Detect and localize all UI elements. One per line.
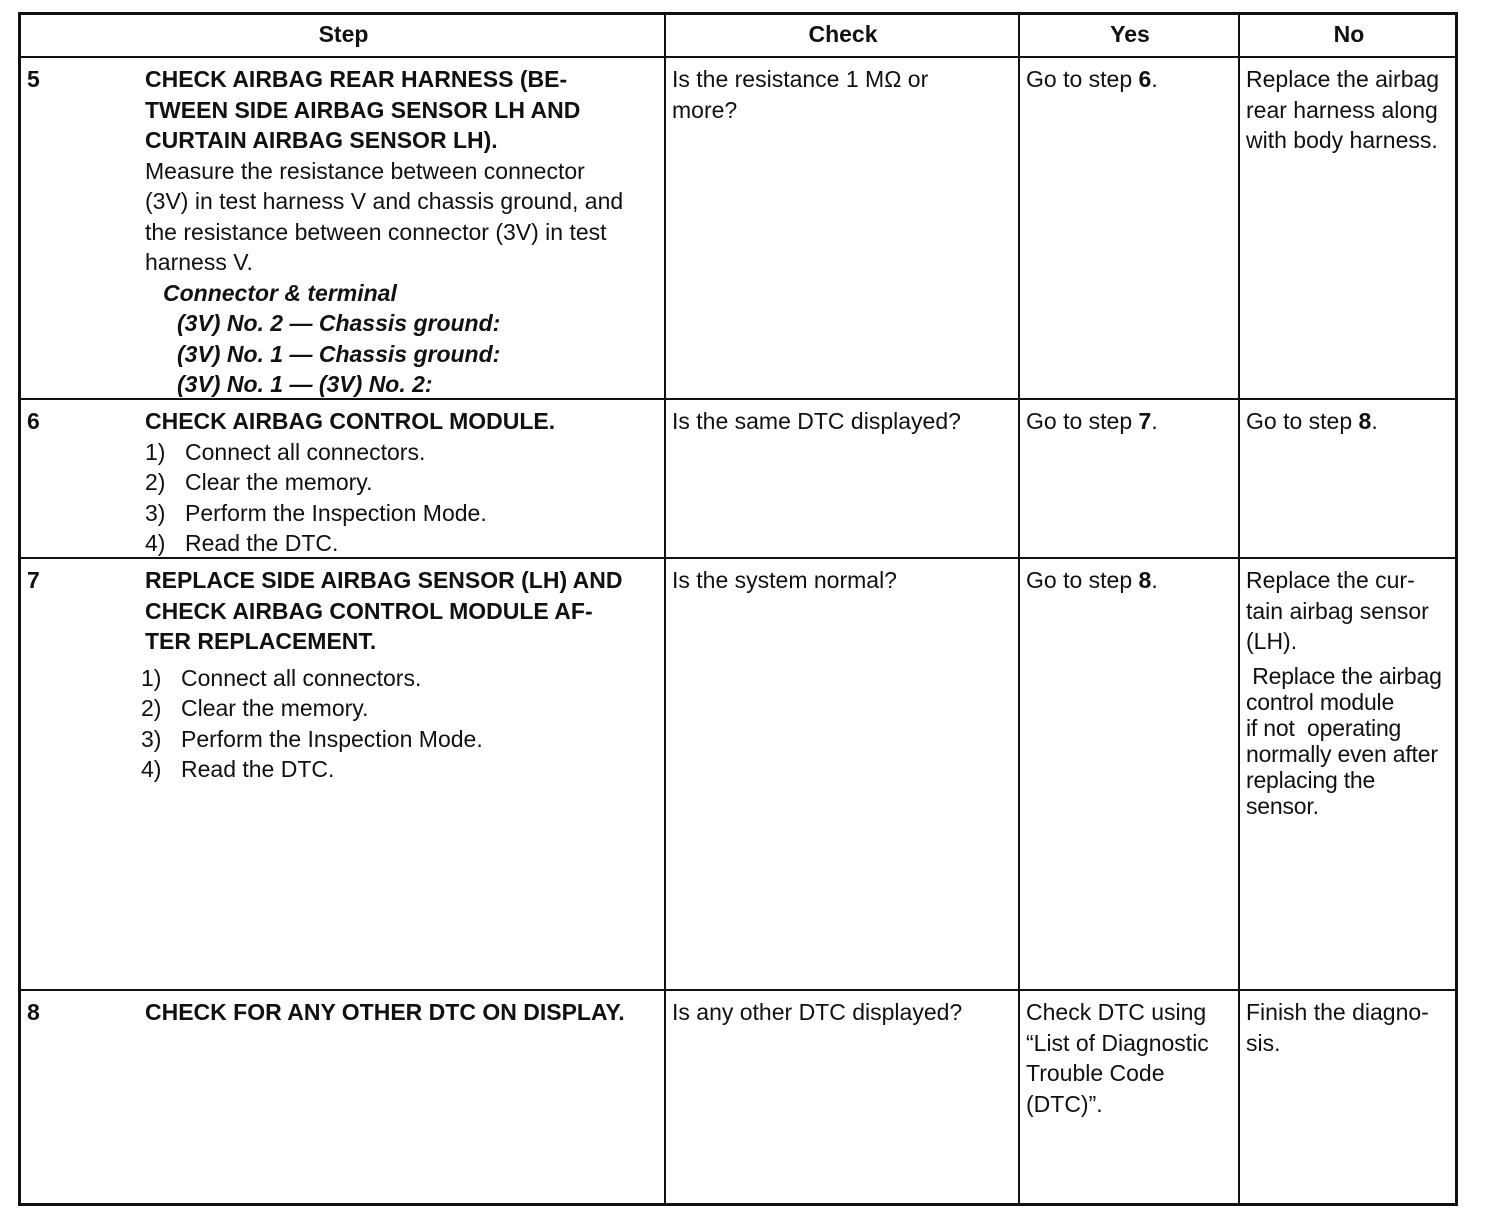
step-cell <box>21 559 666 989</box>
procedure-list <box>141 663 660 785</box>
spec-item: (3V) No. 1 — (3V) No. 2: <box>177 371 433 397</box>
list-number: 4) <box>145 530 166 556</box>
yes-cell <box>1020 58 1240 398</box>
list-number: 3) <box>145 499 166 526</box>
yes-cell <box>1020 559 1240 989</box>
check-cell <box>666 400 1020 557</box>
list-number: 2) <box>141 695 162 721</box>
check-line: Is any other DTC displayed? <box>672 999 963 1025</box>
no-note-line: normally even after <box>1246 740 1438 767</box>
column-divider <box>1238 15 1240 1203</box>
no-cell <box>1240 991 1458 1203</box>
step-number: 6 <box>27 408 40 434</box>
list-number: 3) <box>141 725 162 752</box>
step-title-line: TER REPLACEMENT. <box>145 628 377 654</box>
step-title-line: CURTAIN AIRBAG SENSOR LH). <box>145 127 498 153</box>
no-suffix: . <box>1371 408 1378 434</box>
check-cell <box>666 58 1020 398</box>
step-body <box>141 565 660 785</box>
no-line: Finish the diagno- <box>1246 999 1429 1025</box>
list-number: 1) <box>145 438 166 465</box>
yes-step-number: 8 <box>1138 567 1152 593</box>
header-no: No <box>1333 21 1365 47</box>
step-title-line: TWEEN SIDE AIRBAG SENSOR LH AND <box>145 96 581 123</box>
list-item <box>145 467 660 498</box>
no-cell <box>1240 400 1458 557</box>
step-title-line: CHECK AIRBAG REAR HARNESS (BE- <box>145 66 568 92</box>
spec-item: (3V) No. 1 — Chassis ground: <box>177 340 501 367</box>
yes-line: Check DTC using <box>1026 999 1207 1025</box>
list-text: Perform the Inspection Mode. <box>181 725 483 752</box>
no-note-line: replacing the <box>1246 766 1376 793</box>
step-cell <box>21 58 666 398</box>
check-cell <box>666 991 1020 1203</box>
list-text: Connect all connectors. <box>181 664 422 691</box>
step-instructions <box>145 156 660 278</box>
no-note-line: sensor. <box>1246 792 1319 819</box>
no-step-number: 8 <box>1358 408 1372 434</box>
yes-step-number: 6 <box>1138 66 1152 92</box>
check-line: Is the resistance 1 MΩ or <box>672 66 929 92</box>
list-item <box>145 437 660 468</box>
list-number: 4) <box>141 756 162 782</box>
yes-cell <box>1020 400 1240 557</box>
spec-heading: Connector & terminal <box>163 279 397 306</box>
instruction-line: the resistance between connector (3V) in test <box>145 218 607 245</box>
no-line: tain airbag sensor <box>1246 597 1429 624</box>
list-text: Read the DTC. <box>185 530 339 556</box>
column-divider <box>1018 15 1020 1203</box>
procedure-list <box>145 437 660 559</box>
header-step: Step <box>318 21 369 47</box>
header-yes: Yes <box>1110 21 1150 47</box>
list-item <box>141 724 660 755</box>
step-title: CHECK AIRBAG CONTROL MODULE. <box>145 408 556 434</box>
no-note-line: control module <box>1246 688 1395 715</box>
step-body <box>145 997 660 1028</box>
no-line: Replace the airbag <box>1246 66 1440 92</box>
instruction-line: (3V) in test harness V and chassis ground, and <box>145 188 624 214</box>
step-title <box>145 64 660 156</box>
yes-suffix: . <box>1151 66 1158 92</box>
no-cell <box>1240 58 1458 398</box>
list-item <box>141 754 660 785</box>
list-text: Connect all connectors. <box>185 438 426 465</box>
instruction-line: harness V. <box>145 249 253 275</box>
no-cell <box>1240 559 1458 989</box>
column-divider <box>664 15 666 1203</box>
yes-text: Go to step <box>1026 66 1139 92</box>
no-line: Replace the cur- <box>1246 567 1415 593</box>
step-cell <box>21 991 666 1203</box>
no-line: with body harness. <box>1246 127 1438 153</box>
no-note-line: Replace the airbag <box>1246 662 1442 689</box>
list-item <box>145 498 660 529</box>
yes-suffix: . <box>1151 567 1158 593</box>
no-note <box>1246 663 1452 819</box>
no-line: rear harness along <box>1246 96 1438 123</box>
step-title-line: REPLACE SIDE AIRBAG SENSOR (LH) AND <box>145 567 623 593</box>
list-text: Clear the memory. <box>185 469 373 495</box>
no-text: Go to step <box>1246 408 1359 434</box>
list-item <box>141 663 660 694</box>
step-title-line: CHECK AIRBAG CONTROL MODULE AF- <box>145 597 593 624</box>
check-cell <box>666 559 1020 989</box>
yes-step-number: 7 <box>1138 408 1152 434</box>
list-number: 1) <box>141 664 162 691</box>
check-line: more? <box>672 96 738 123</box>
step-body <box>145 406 660 559</box>
yes-line: Trouble Code <box>1026 1060 1165 1086</box>
instruction-line: Measure the resistance between connector <box>145 157 585 184</box>
yes-cell <box>1020 991 1240 1203</box>
diagnostic-table <box>18 12 1458 1206</box>
list-text: Clear the memory. <box>181 695 369 721</box>
step-number: 5 <box>27 66 40 92</box>
check-line: Is the system normal? <box>672 567 897 593</box>
spec-item: (3V) No. 2 — Chassis ground: <box>177 310 501 336</box>
list-text: Read the DTC. <box>181 756 335 782</box>
step-cell <box>21 400 666 557</box>
no-note-line: if not operating <box>1246 714 1402 741</box>
yes-suffix: . <box>1151 408 1158 434</box>
step-title <box>145 565 660 657</box>
step-body <box>145 64 660 400</box>
list-item <box>145 528 660 559</box>
check-line: Is the same DTC displayed? <box>672 408 961 434</box>
list-item <box>141 693 660 724</box>
list-number: 2) <box>145 469 166 495</box>
yes-line: “List of Diagnostic <box>1026 1029 1209 1056</box>
no-line: sis. <box>1246 1029 1281 1056</box>
no-line: (LH). <box>1246 628 1298 654</box>
yes-text: Go to step <box>1026 567 1139 593</box>
step-number: 7 <box>27 567 40 593</box>
list-text: Perform the Inspection Mode. <box>185 499 487 526</box>
header-check: Check <box>808 21 878 47</box>
step-title: CHECK FOR ANY OTHER DTC ON DISPLAY. <box>145 999 625 1025</box>
yes-text: Go to step <box>1026 408 1139 434</box>
step-number: 8 <box>27 999 40 1025</box>
yes-line: (DTC)”. <box>1026 1090 1103 1117</box>
